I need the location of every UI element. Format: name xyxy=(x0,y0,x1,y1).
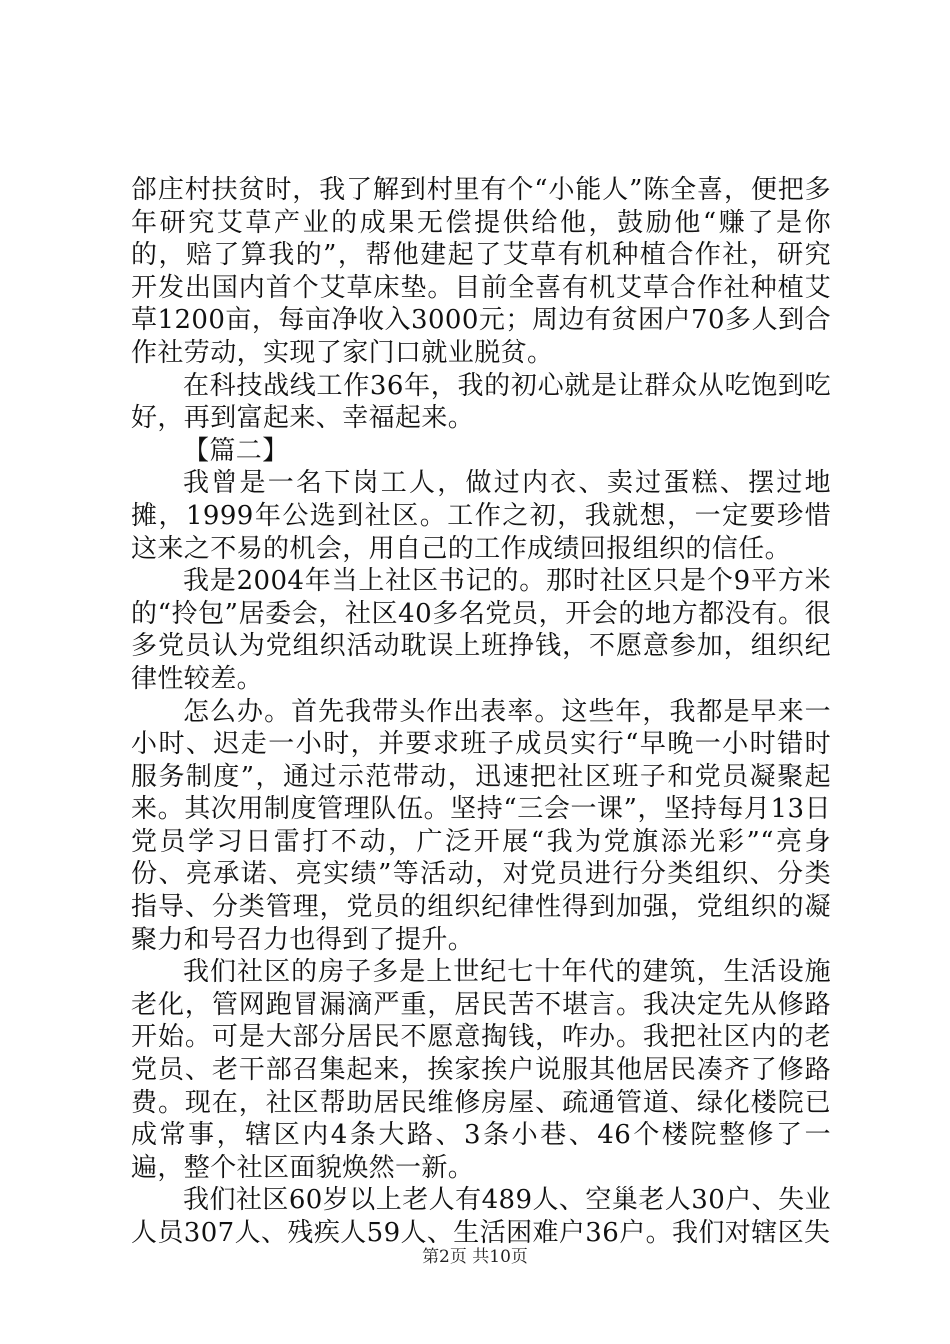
paragraph: 怎么办。首先我带头作出表率。这些年，我都是早来一小时、迟走一小时，并要求班子成员实行“早晚一小时错时服务制度”，通过示范带动，迅速把社区班子和党员凝聚起来。其次用制度管理队伍。坚持“三会一课”，坚持每月13日党员学习日雷打不动，广泛开展“我为党旗添光彩”“亮身份、亮承诺、亮实绩”等活动，对党员进行分类组织、分类指导、分类管理，党员的组织纪律性得到加强，党组织的凝聚力和号召力也得到了提升。 xyxy=(131,696,831,955)
paragraph: 我们社区的房子多是上世纪七十年代的建筑，生活设施老化，管网跑冒漏滴严重，居民苦不堪言。我决定先从修路开始。可是大部分居民不愿意掏钱，咋办。我把社区内的老党员、老干部召集起来，挨家挨户说服其他居民凑齐了修路费。现在，社区帮助居民维修房屋、疏通管道、绿化楼院已成常事，辖区内4条大路、3条小巷、46个楼院整修了一遍，整个社区面貌焕然一新。 xyxy=(131,957,831,1183)
paragraph: 在科技战线工作36年，我的初心就是让群众从吃饱到吃好，再到富起来、幸福起来。 xyxy=(131,370,831,434)
document-body xyxy=(131,174,831,1250)
paragraph-continued: 郃庄村扶贫时，我了解到村里有个“小能人”陈全喜，便把多年研究艾草产业的成果无偿提供给他，鼓励他“赚了是你的，赔了算我的”，帮他建起了艾草有机种植合作社，研究开发出国内首个艾草床垫。目前全喜有机艾草合作社种植艾草1200亩，每亩净收入3000元；周边有贫困户70多人到合作社劳动，实现了家门口就业脱贫。 xyxy=(131,175,831,368)
paragraph-truncated: 我们社区60岁以上老人有489人、空巢老人30户、失业人员307人、残疾人59人、生活困难户36户。我们对辖区失 xyxy=(131,1185,831,1248)
paragraph: 我是2004年当上社区书记的。那时社区只是个9平方米的“拎包”居委会，社区40多名党员，开会的地方都没有。很多党员认为党组织活动耽误上班挣钱，不愿意参加，组织纪律性较差。 xyxy=(131,566,831,694)
section-heading: 【篇二】 xyxy=(183,435,289,466)
page-number-footer: 第2页 共10页 xyxy=(422,1247,528,1267)
paragraph: 我曾是一名下岗工人，做过内衣、卖过蛋糕、摆过地摊，1999年公选到社区。工作之初，我就想，一定要珍惜这来之不易的机会，用自己的工作成绩回报组织的信任。 xyxy=(131,468,831,564)
